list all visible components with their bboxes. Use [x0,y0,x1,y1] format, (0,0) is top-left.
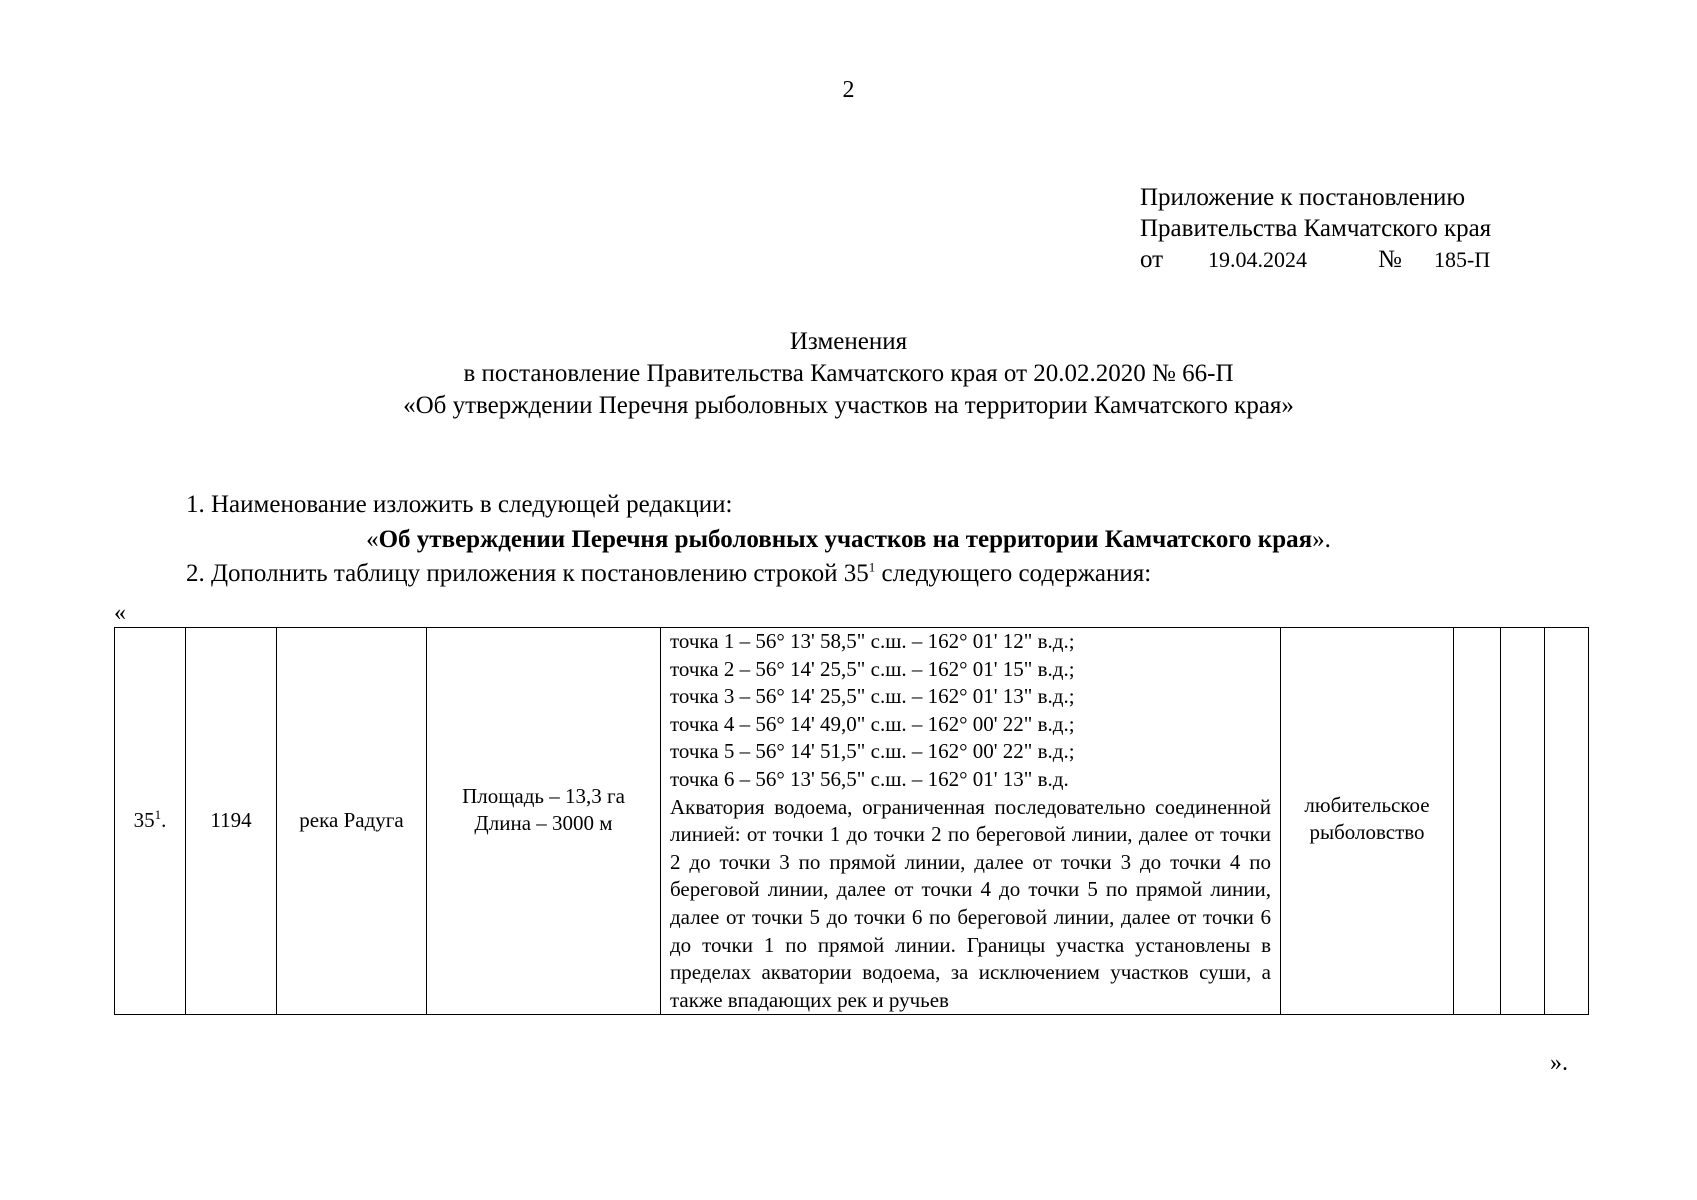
page-number: 2 [842,77,855,103]
point-2: точка 2 – 56° 14' 25,5" с.ш. – 162° 01' 15" в.д.; [670,656,1075,681]
fishing-sites-table [114,627,1589,1015]
title-line-2: в постановление Правительства Камчатского края от 20.02.2020 № 66-П [463,360,1234,387]
boundary-description: Акватория водоема, ограниченная последовательно соединенной линией: от точки 1 до точки 2 по береговой линии, далее от точки 2 до точки 3 по прямой линии, далее от точки 3 до точки 4 по береговой линии, далее от точки 4 до точки 5 по прямой линии, далее от точки 5 до точки 6 по береговой линии, далее от точки 6 до точки 1 по прямой линии. Границы участка установлены в пределах акватории водоема, за исключением участков суши, а также впадающих рек и ручьев [670,794,1271,1012]
row-number-superscript: 1 [154,807,162,823]
quote-open-mark: « [366,526,379,553]
paragraph-2-superscript: 1 [868,559,876,575]
title-line-3: «Об утверждении Перечня рыболовных участков на территории Камчатского края» [403,392,1294,419]
point-1: точка 1 – 56° 13' 58,5" с.ш. – 162° 01' 12" в.д.; [670,629,1075,653]
title-line-1: Изменения [789,328,908,355]
cell-empty-3 [1545,628,1589,1015]
cell-row-number: $35^1$. [115,628,186,1015]
appendix-header [1140,182,1491,275]
paragraph-1-quote [0,525,1697,555]
cell-empty-2 [1501,628,1545,1015]
length-text: Длина – 3000 м [474,811,613,836]
cell-site-number: 1194 [186,628,277,1015]
area-text: Площадь – 13,3 га [462,783,625,808]
paragraph-1: 1. Наименование изложить в следующей редакции: [186,491,733,518]
table-row [115,628,1589,1015]
appendix-number-sign: № [1378,246,1402,273]
point-3: точка 3 – 56° 14' 25,5" с.ш. – 162° 01' 13" в.д.; [670,684,1075,709]
cell-fishing-type [1281,628,1454,1015]
fishing-type-line-2: рыболовство [1309,820,1425,845]
appendix-date-prefix: от [1140,246,1164,273]
point-6: точка 6 – 56° 13' 56,5" с.ш. – 162° 01' 13" в.д. [670,766,1069,791]
table-close-quote: ». [1550,1050,1568,1076]
quote-close-mark: ». [1312,526,1331,553]
document-title [0,326,1697,422]
cell-water-body: река Радуга [277,628,427,1015]
cell-boundaries [661,628,1281,1015]
paragraph-2 [186,559,1697,589]
table-open-quote: « [114,600,126,626]
new-title-bold: Об утверждении Перечня рыболовных участков на территории Камчатского края [378,526,1313,553]
cell-empty-1 [1454,628,1501,1015]
paragraph-2-text-end: следующего содержания: [875,560,1152,587]
fishing-type-line-1: любительское [1304,792,1430,817]
point-4: точка 4 – 56° 14' 49,0" с.ш. – 162° 00' 22" в.д.; [670,711,1075,736]
appendix-number: 185-П [1434,247,1491,272]
appendix-line-1: Приложение к постановлению [1140,184,1466,211]
appendix-date: 19.04.2024 [1208,247,1307,272]
paragraph-2-text: 2. Дополнить таблицу приложения к постановлению строкой 35 [186,560,869,587]
cell-dimensions [427,628,661,1015]
appendix-line-2: Правительства Камчатского края [1140,215,1492,242]
point-5: точка 5 – 56° 14' 51,5" с.ш. – 162° 00' 22" в.д.; [670,739,1075,764]
appendix-date-line [1140,244,1491,275]
